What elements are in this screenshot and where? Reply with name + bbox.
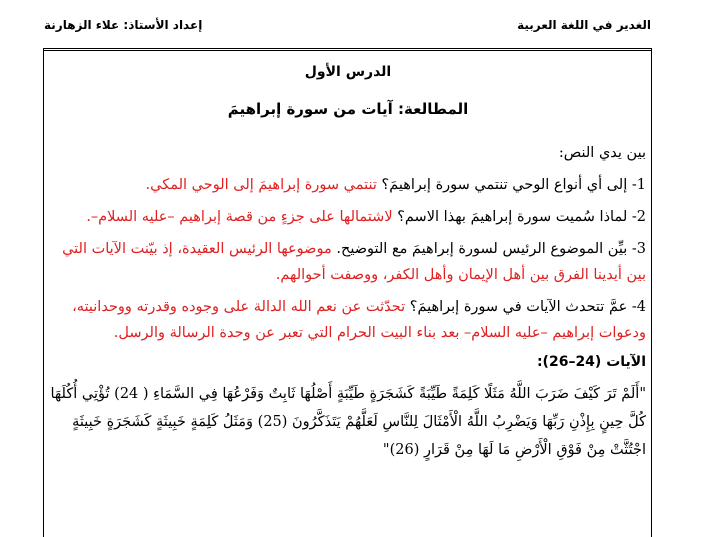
question-1-text: 1- إلى أي أنواع الوحي تنتمي سورة إبراهيمَ؟ (381, 177, 646, 193)
page-content (50, 60, 646, 479)
header-book-title: الغدير في اللغة العربية (517, 18, 651, 32)
verses-text: "أَلَمْ تَرَ كَيْفَ ضَرَبَ اللَّهُ مَثَلًا كَلِمَةً طَيِّبَةً كَشَجَرَةٍ طَيِّبَةٍ أَصْلُهَا ثَابِتٌ وَفَرْعُهَا فِي السَّمَاءِ ( 24) تُؤْتِي أُكُلَهَا كُلَّ حِينٍ بِإِذْنِ رَبِّهَا وَيَضْرِبُ اللَّهُ الْأَمْثَالَ لِلنَّاسِ لَعَلَّهُمْ يَتَذَكَّرُونَ (25) وَمَثَلُ كَلِمَةٍ خَبِيثَةٍ كَشَجَرَةٍ خَبِيثَةٍ اجْتُثَّتْ مِنْ فَوْقِ الْأَرْضِ مَا لَهَا مِنْ قَرَارٍ (26)" (50, 386, 646, 458)
question-2-text: 2- لماذا سُميت سورة إبراهيمَ بهذا الاسم؟ (397, 209, 646, 225)
question-4-text: 4- عمَّ تتحدث الآيات في سورة إبراهيمَ؟ (409, 299, 646, 315)
verses-heading: الآيات (24–26): (536, 354, 646, 370)
page-header (44, 18, 651, 40)
question-3 (50, 236, 646, 288)
question-3-text: 3- بيِّن الموضوع الرئيس لسورة إبراهيمَ مع التوضيح. (336, 241, 646, 257)
reading-title: المطالعة: آيات من سورة إبراهيمَ (227, 100, 469, 118)
question-2 (50, 204, 646, 230)
answer-4-text: تحدّثت عن نعم الله الدالة على وجوده وقدرته ووحدانيته، ودعوات إبراهيم –عليه السلام– بعد بناء البيت الحرام التي تعبر عن وحدة الرسالة والرسل. (72, 299, 646, 341)
intro-heading: بين يدي النص: (558, 145, 646, 161)
answer-1-text: تنتمي سورة إبراهيمَ إلى الوحي المكي. (145, 177, 377, 193)
question-4 (50, 294, 646, 346)
frame-right-border (651, 48, 652, 537)
lesson-title: الدرس الأول (304, 64, 392, 80)
frame-top-border (44, 48, 651, 51)
answer-2-text: لاشتمالها على جزءٍ من قصة إبراهيم –عليه السلام–. (86, 209, 393, 225)
answer-3-text: موضوعها الرئيس العقيدة، إذ بيّنت الآيات التي بين أيدينا الفرق بين أهل الإيمان وأهل الكفر، ووصفت أحوالهم. (62, 241, 646, 283)
question-1 (50, 172, 646, 198)
header-author: إعداد الأستاذ: علاء الزهارنة (44, 18, 203, 32)
frame-left-border (43, 48, 44, 537)
